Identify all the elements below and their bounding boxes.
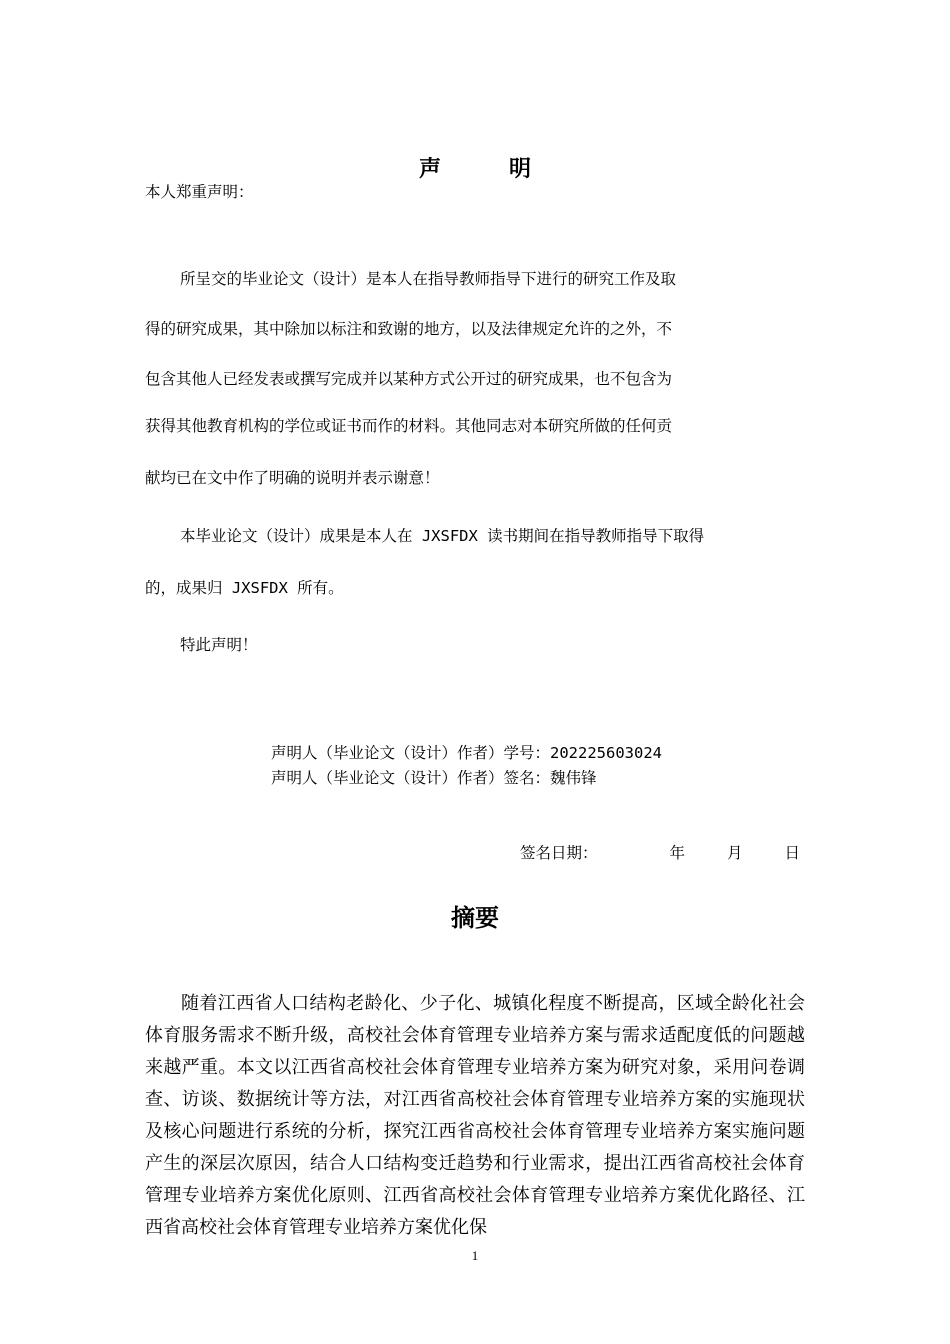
declaration-intro: 本人郑重声明： <box>145 183 254 201</box>
declaration-closing: 特此声明！ <box>180 636 258 654</box>
declaration-para1-line3: 包含其他人已经发表或撰写完成并以某种方式公开过的研究成果，也不包含为 <box>145 370 673 388</box>
abstract-body: 随着江西省人口结构老龄化、少子化、城镇化程度不断提高，区域全龄化社会体育服务需求不断升级，高校社会体育管理专业培养方案与需求适配度低的问题越来越严重。本文以江西省高校社会体育管理专业培养方案为研究对象，采用问卷调查、访谈、数据统计等方法，对江西省高校社会体育管理专业培养方案的实施现状及核心问题进行系统的分析，探究江西省高校社会体育管理专业培养方案实施问题产生的深层次原因，结合人口结构变迁趋势和行业需求，提出江西省高校社会体育管理专业培养方案优化原则、江西省高校社会体育管理专业培养方案优化路径、江西省高校社会体育管理专业培养方案优化保 <box>145 993 805 1238</box>
declaration-title-part1: 声 <box>418 157 441 182</box>
signature-line: 声明人（毕业论文（设计）作者）签名：魏伟锋 <box>271 769 597 787</box>
declaration-para1-line1: 所呈交的毕业论文（设计）是本人在指导教师指导下进行的研究工作及取 <box>180 270 677 288</box>
declaration-title <box>0 152 950 183</box>
abstract-title: 摘要 <box>451 904 499 932</box>
date-day: 日 <box>784 844 801 862</box>
page-number: 1 <box>471 1248 479 1263</box>
signature-date <box>520 841 800 863</box>
date-label: 签名日期： <box>520 844 598 862</box>
declaration-para2-line1: 本毕业论文（设计）成果是本人在 JXSFDX 读书期间在指导教师指导下取得 <box>180 527 705 545</box>
declaration-para2-line2: 的，成果归 JXSFDX 所有。 <box>145 579 344 597</box>
student-id-line: 声明人（毕业论文（设计）作者）学号：202225603024 <box>271 744 662 762</box>
date-month: 月 <box>727 844 743 862</box>
declaration-para1-line5: 献均已在文中作了明确的说明并表示谢意！ <box>145 469 440 487</box>
declaration-para1-line2: 得的研究成果，其中除加以标注和致谢的地方，以及法律规定允许的之外，不 <box>145 320 673 338</box>
declaration-title-part2: 明 <box>509 157 532 182</box>
declaration-para1-line4: 获得其他教育机构的学位或证书而作的材料。其他同志对本研究所做的任何贡 <box>145 417 673 435</box>
date-year: 年 <box>669 844 686 862</box>
